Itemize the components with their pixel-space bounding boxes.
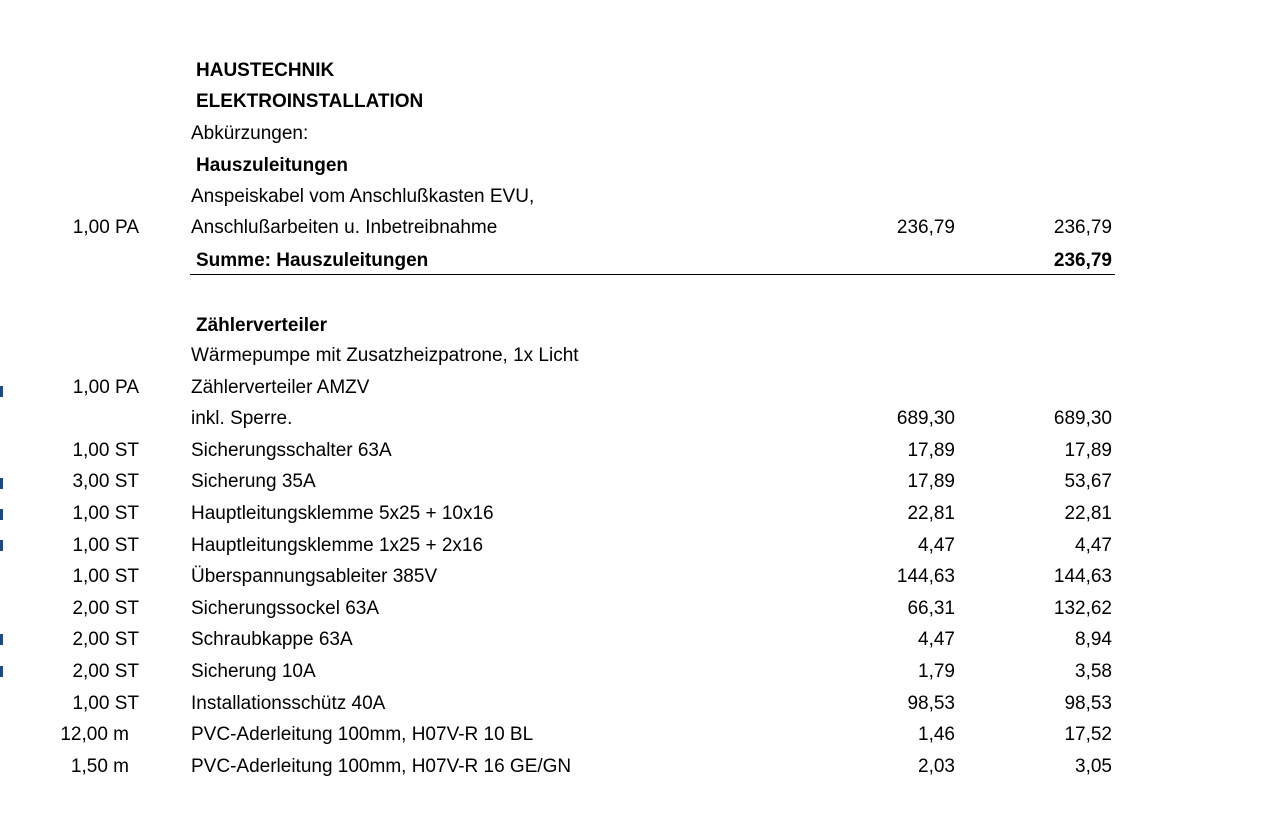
item-description: Schraubkappe 63A xyxy=(191,629,353,650)
item-quantity: 1,00 PA xyxy=(72,377,139,398)
item-quantity: 2,00 ST xyxy=(72,598,139,619)
line-item-row xyxy=(0,466,1280,497)
item-description: Überspannungsableiter 385V xyxy=(191,566,438,587)
item-total-price: 4,47 xyxy=(1075,535,1112,556)
item-unit-price: 98,53 xyxy=(907,693,955,714)
item-total-price: 689,30 xyxy=(1053,408,1112,429)
item-description: PVC-Aderleitung 100mm, H07V-R 10 BL xyxy=(191,724,534,745)
left-edge-mark xyxy=(0,509,3,520)
item-quantity: 1,00 ST xyxy=(72,693,139,714)
item-unit-price: 689,30 xyxy=(896,408,955,429)
item-total-price: 98,53 xyxy=(1064,693,1112,714)
heading-row xyxy=(0,55,1280,86)
section-intro-row xyxy=(0,340,1280,371)
item-unit-price: 1,46 xyxy=(918,724,955,745)
item-description: PVC-Aderleitung 100mm, H07V-R 16 GE/GN xyxy=(191,756,572,777)
line-item-row xyxy=(0,530,1280,561)
item-quantity: 2,00 ST xyxy=(72,629,139,650)
item-description: Hauptleitungsklemme 5x25 + 10x16 xyxy=(191,503,494,524)
item-total-price: 22,81 xyxy=(1064,503,1112,524)
item-total-price: 144,63 xyxy=(1053,566,1112,587)
item-quantity: 1,00 ST xyxy=(72,503,139,524)
item-description: Installationsschütz 40A xyxy=(191,693,386,714)
item-description: Sicherungssockel 63A xyxy=(191,598,379,619)
line-item-row xyxy=(0,212,1280,243)
left-edge-mark xyxy=(0,540,3,551)
item-total-price: 3,05 xyxy=(1075,756,1112,777)
left-edge-mark xyxy=(0,478,3,489)
item-unit-price: 4,47 xyxy=(918,535,955,556)
section-sum-value: 236,79 xyxy=(1053,250,1112,271)
line-item-row xyxy=(0,751,1280,782)
line-item-row xyxy=(0,593,1280,624)
item-quantity: 1,00 ST xyxy=(72,440,139,461)
item-total-price: 53,67 xyxy=(1064,471,1112,492)
abbreviations-row xyxy=(0,118,1280,149)
item-description-line1: Anspeiskabel vom Anschlußkasten EVU, xyxy=(191,186,535,207)
item-description: Anschlußarbeiten u. Inbetreibnahme xyxy=(191,217,498,238)
item-unit-price: 236,79 xyxy=(896,217,955,238)
line-item-row xyxy=(0,435,1280,466)
item-description: Zählerverteiler AMZV xyxy=(191,377,370,398)
section-heading-zaehlerverteiler: Zählerverteiler xyxy=(196,315,327,336)
item-unit-price: 4,47 xyxy=(918,629,955,650)
left-edge-mark xyxy=(0,666,3,677)
item-total-price: 8,94 xyxy=(1075,629,1112,650)
left-edge-mark xyxy=(0,634,3,645)
item-description: Hauptleitungsklemme 1x25 + 2x16 xyxy=(191,535,484,556)
heading-row xyxy=(0,86,1280,117)
item-unit-price: 22,81 xyxy=(907,503,955,524)
document-title-elektroinstallation: ELEKTROINSTALLATION xyxy=(196,91,424,112)
section-intro-text: Wärmepumpe mit Zusatzheizpatrone, 1x Licht xyxy=(191,345,579,366)
item-quantity: 1,50 m xyxy=(70,756,129,777)
left-edge-mark xyxy=(0,386,3,397)
item-description: Sicherungsschalter 63A xyxy=(191,440,392,461)
line-item-row xyxy=(0,656,1280,687)
section-sum-divider xyxy=(190,274,1115,275)
item-unit-price: 1,79 xyxy=(918,661,955,682)
item-total-price: 3,58 xyxy=(1075,661,1112,682)
section-heading-hauszuleitungen: Hauszuleitungen xyxy=(196,155,349,176)
line-item-continuation-row xyxy=(0,403,1280,434)
line-item-row xyxy=(0,498,1280,529)
item-unit-price: 17,89 xyxy=(907,471,955,492)
item-quantity: 2,00 ST xyxy=(72,661,139,682)
section-sum-row xyxy=(0,245,1280,276)
item-quantity: 1,00 ST xyxy=(72,566,139,587)
document-title-haustechnik: HAUSTECHNIK xyxy=(196,60,335,81)
item-unit-price: 17,89 xyxy=(907,440,955,461)
item-quantity: 3,00 ST xyxy=(72,471,139,492)
section-sum-label: Summe: Hauszuleitungen xyxy=(196,250,429,271)
line-item-row xyxy=(0,624,1280,655)
item-description: Sicherung 35A xyxy=(191,471,316,492)
line-item-row xyxy=(0,561,1280,592)
item-quantity: 12,00 m xyxy=(60,724,129,745)
line-item-row xyxy=(0,688,1280,719)
item-description-continued: inkl. Sperre. xyxy=(191,408,293,429)
item-unit-price: 144,63 xyxy=(896,566,955,587)
item-description: Sicherung 10A xyxy=(191,661,316,682)
section-heading-row xyxy=(0,150,1280,181)
item-unit-price: 66,31 xyxy=(907,598,955,619)
item-total-price: 132,62 xyxy=(1053,598,1112,619)
item-unit-price: 2,03 xyxy=(918,756,955,777)
item-description-row xyxy=(0,181,1280,212)
item-total-price: 17,52 xyxy=(1064,724,1112,745)
abbreviations-label: Abkürzungen: xyxy=(191,123,309,144)
line-item-row xyxy=(0,372,1280,403)
item-quantity: 1,00 ST xyxy=(72,535,139,556)
line-item-row xyxy=(0,719,1280,750)
item-quantity: 1,00 PA xyxy=(72,217,139,238)
item-total-price: 17,89 xyxy=(1064,440,1112,461)
item-total-price: 236,79 xyxy=(1053,217,1112,238)
section-heading-row xyxy=(0,310,1280,341)
